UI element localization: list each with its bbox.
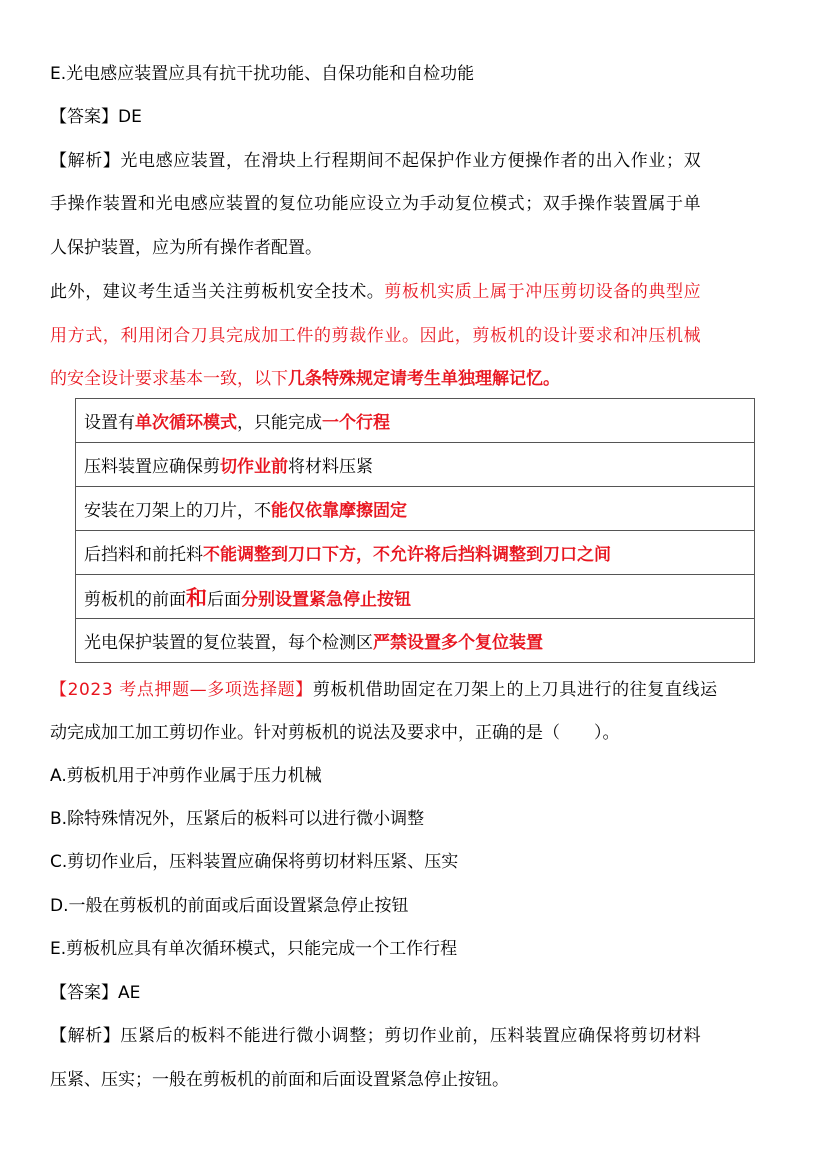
intro-text: 此外，建议考生适当关注剪板机安全技术。 bbox=[50, 282, 385, 302]
rule-highlight: 不能调整到刀口下方，不允许将后挡料调整到刀口之间 bbox=[203, 545, 611, 565]
rules-cell bbox=[76, 575, 755, 619]
rules-cell bbox=[76, 619, 755, 663]
intro-line-2: 用方式，利用闭合刀具完成加工件的剪裁作业。因此，剪板机的设计要求和冲压机械 bbox=[50, 326, 702, 346]
analysis-2-line-2: 压紧、压实；一般在剪板机的前面和后面设置紧急停止按钮。 bbox=[50, 1070, 509, 1090]
question-tag: 【2023 考点押题—多项选择题】 bbox=[50, 680, 313, 700]
rule-highlight: 严禁设置多个复位装置 bbox=[373, 633, 543, 653]
rules-row bbox=[76, 399, 755, 443]
option-e: E.剪板机应具有单次循环模式，只能完成一个工作行程 bbox=[50, 939, 458, 959]
answer-2: 【答案】AE bbox=[50, 983, 141, 1003]
intro-highlight: 剪板机实质上属于冲压剪切设备的典型应 bbox=[384, 282, 702, 302]
rule-text: ，只能完成 bbox=[237, 413, 322, 433]
rules-row bbox=[76, 531, 755, 575]
rules-table bbox=[75, 398, 755, 663]
analysis-1-line-1: 【解析】光电感应装置，在滑块上行程期间不起保护作业方便操作者的出入作业；双 bbox=[50, 151, 702, 171]
rules-cell bbox=[76, 399, 755, 443]
rules-cell bbox=[76, 531, 755, 575]
rules-row bbox=[76, 619, 755, 663]
intro-line-3 bbox=[50, 367, 790, 391]
question-stem: 剪板机借助固定在刀架上的上刀具进行的往复直线运 bbox=[312, 680, 718, 700]
option-b: B.除特殊情况外，压紧后的板料可以进行微小调整 bbox=[50, 809, 425, 829]
question-line-1 bbox=[50, 678, 790, 702]
option-d: D.一般在剪板机的前面或后面设置紧急停止按钮 bbox=[50, 896, 409, 916]
rule-highlight: 一个行程 bbox=[322, 413, 390, 433]
rules-row bbox=[76, 575, 755, 619]
rule-highlight: 切作业前 bbox=[220, 457, 288, 477]
rule-text: 将材料压紧 bbox=[288, 457, 373, 477]
answer-1: 【答案】DE bbox=[50, 107, 142, 127]
rules-cell bbox=[76, 487, 755, 531]
question-line-2: 动完成加工加工剪切作业。针对剪板机的说法及要求中，正确的是（ ）。 bbox=[50, 723, 620, 743]
rules-row bbox=[76, 487, 755, 531]
intro-line-1 bbox=[50, 280, 790, 304]
analysis-2-line-1: 【解析】压紧后的板料不能进行微小调整；剪切作业前，压料装置应确保将剪切材料 bbox=[50, 1026, 702, 1046]
rule-text: 设置有 bbox=[84, 413, 135, 433]
option-a: A.剪板机用于冲剪作业属于压力机械 bbox=[50, 766, 322, 786]
rule-text: 安装在刀架上的刀片，不 bbox=[84, 501, 271, 521]
intro-highlight: 的安全设计要求基本一致，以下 bbox=[50, 369, 288, 389]
rules-cell bbox=[76, 443, 755, 487]
rule-highlight: 能仅依靠摩擦固定 bbox=[271, 501, 407, 521]
intro-highlight-bold: 几条特殊规定请考生单独理解记忆。 bbox=[288, 369, 560, 389]
option-c: C.剪切作业后，压料装置应确保将剪切材料压紧、压实 bbox=[50, 852, 459, 872]
rule-highlight: 分别设置紧急停止按钮 bbox=[241, 589, 411, 610]
rule-text: 后面 bbox=[207, 589, 241, 610]
rule-highlight: 和 bbox=[186, 585, 207, 610]
rule-text: 光电保护装置的复位装置，每个检测区 bbox=[84, 633, 373, 653]
option-e-previous: E.光电感应装置应具有抗干扰功能、自保功能和自检功能 bbox=[50, 64, 475, 84]
rules-row bbox=[76, 443, 755, 487]
rule-text: 剪板机的前面 bbox=[84, 589, 186, 610]
rule-text: 压料装置应确保剪 bbox=[84, 457, 220, 477]
analysis-1-line-2: 手操作装置和光电感应装置的复位功能应设立为手动复位模式；双手操作装置属于单 bbox=[50, 194, 702, 214]
rule-highlight: 单次循环模式 bbox=[135, 413, 237, 433]
analysis-1-line-3: 人保护装置，应为所有操作者配置。 bbox=[50, 238, 322, 258]
rule-text: 后挡料和前托料 bbox=[84, 545, 203, 565]
